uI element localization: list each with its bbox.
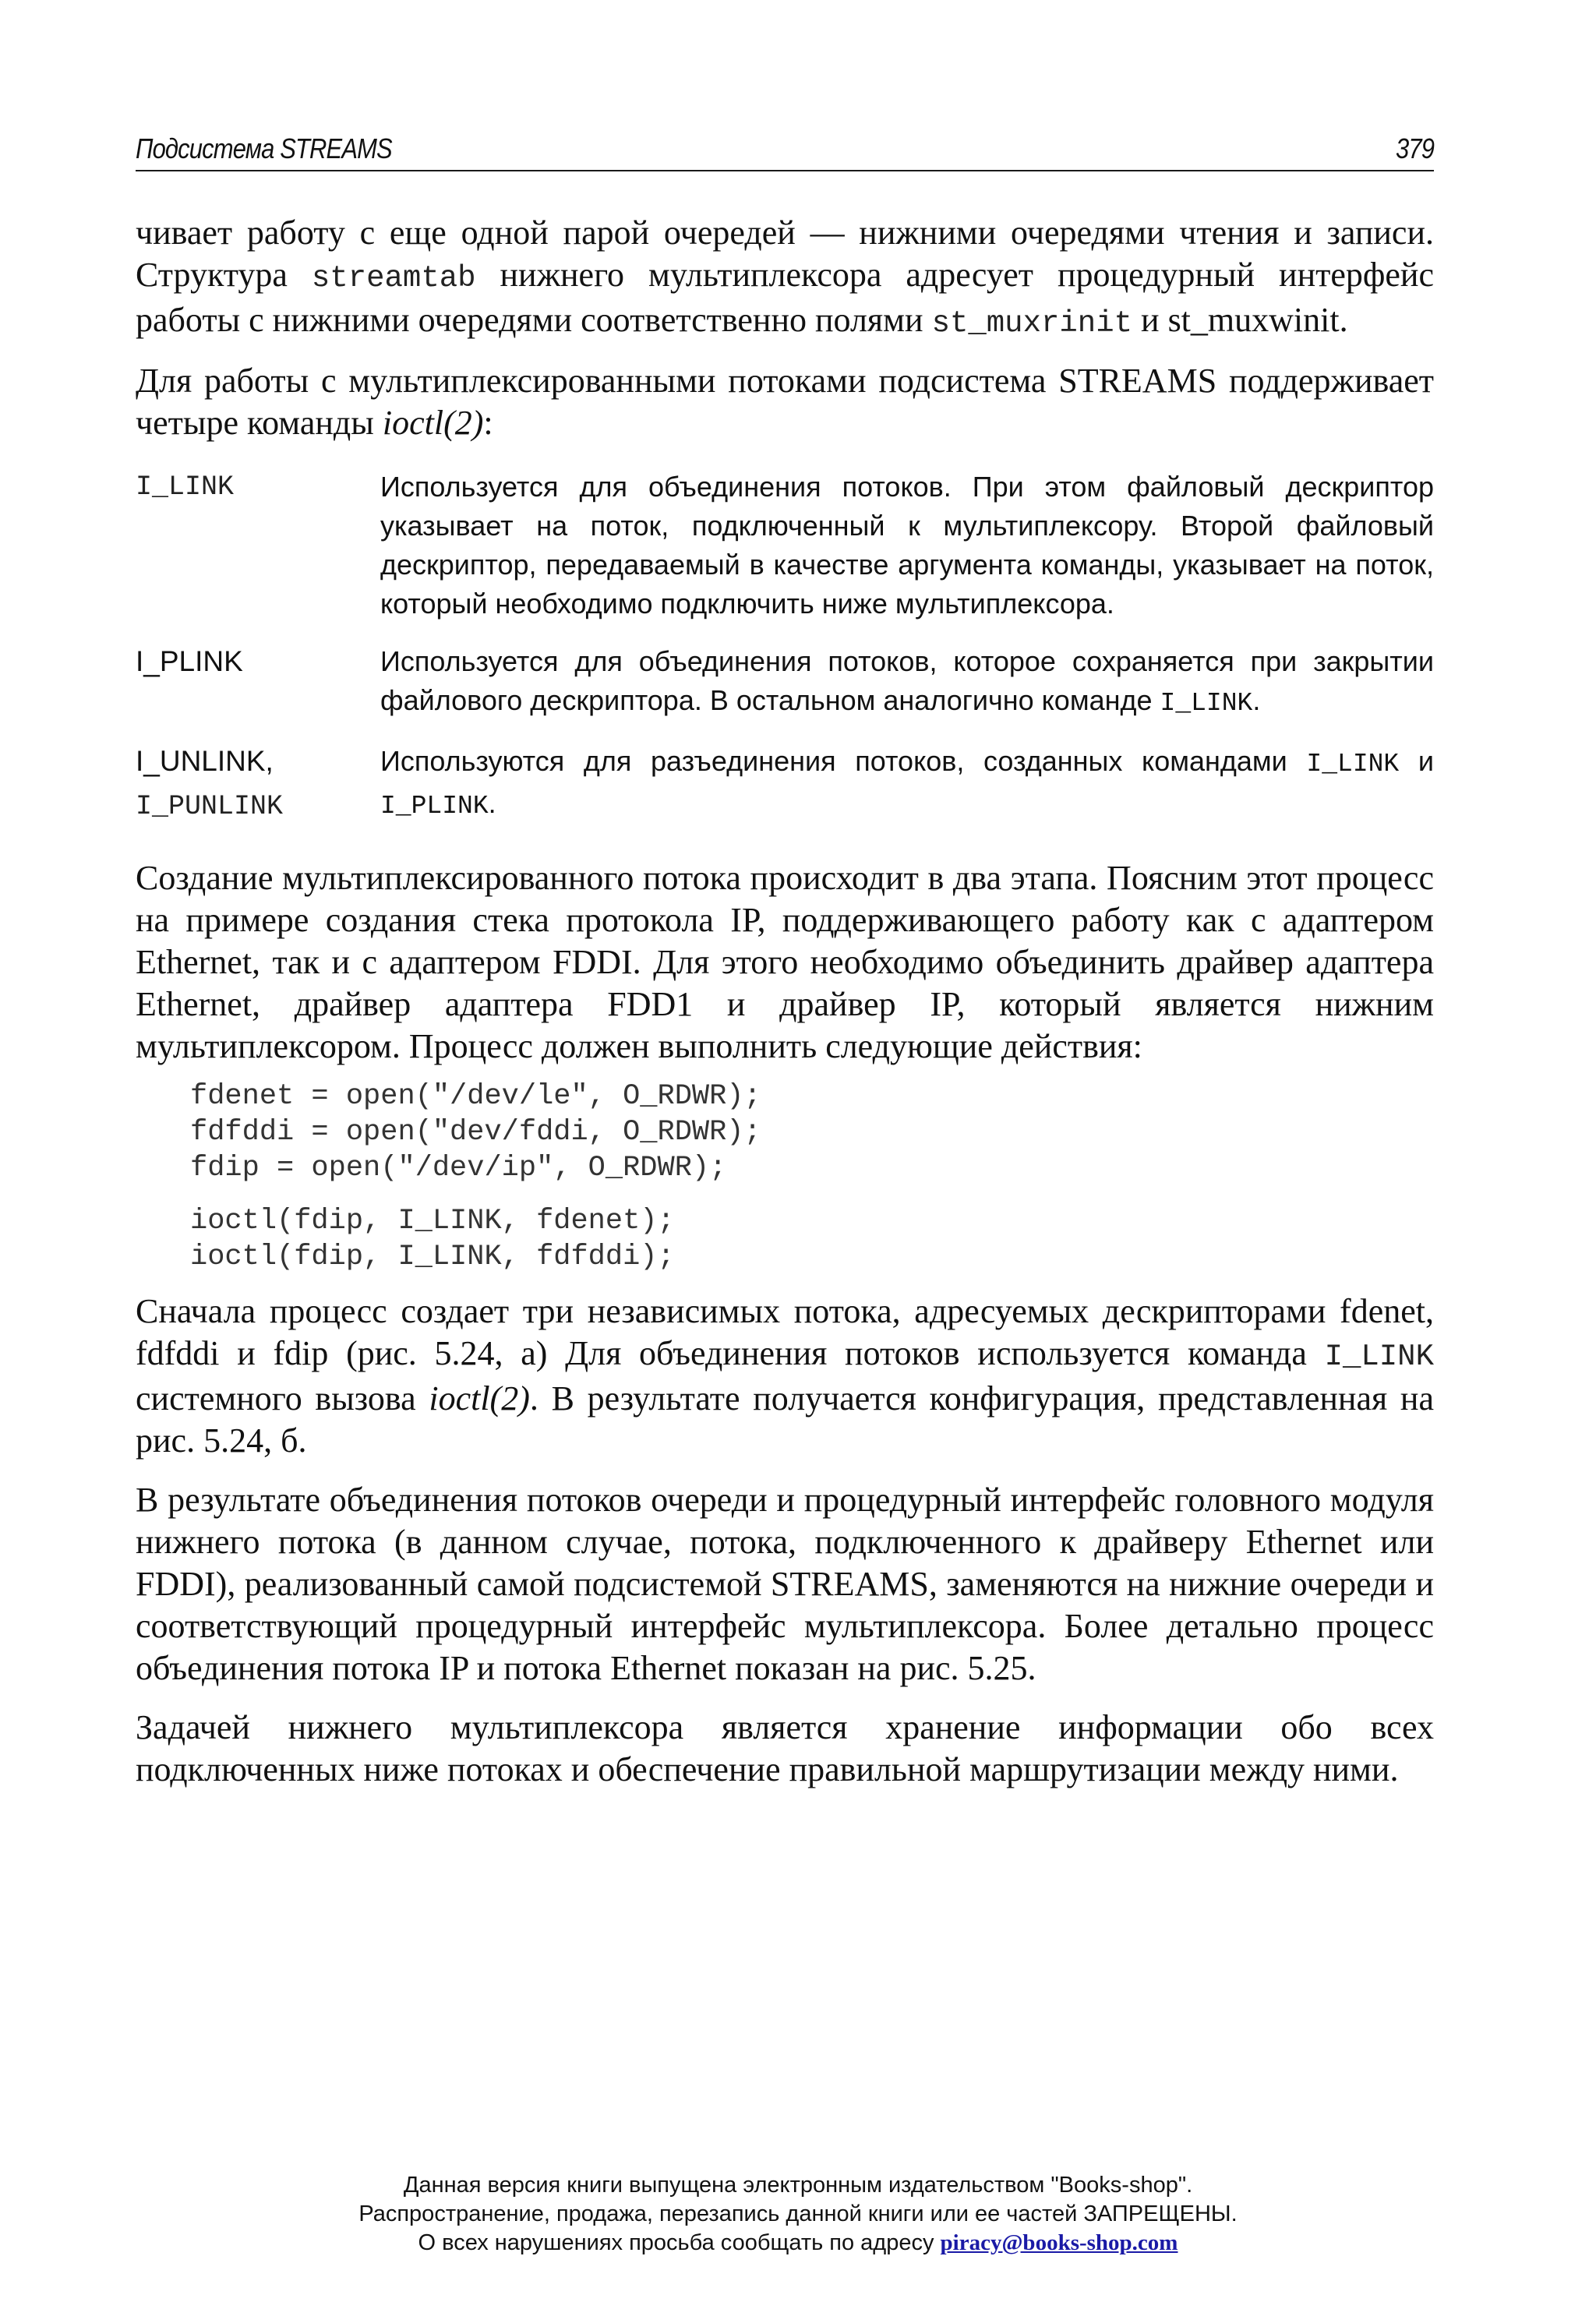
command-description-text: Используется для объединения потоков, которое сохраняется при закрытии файлового дескриптора. В остальном аналогично команде <box>380 645 1434 716</box>
paragraph-2 <box>136 360 1434 444</box>
code-line: ioctl(fdip, I_LINK, fdenet); <box>190 1205 675 1238</box>
command-term-line-1: I_UNLINK, <box>136 745 274 777</box>
notice-line-3 <box>0 2229 1596 2258</box>
command-description-end: . <box>488 787 496 819</box>
command-description-and: и <box>1399 745 1434 777</box>
paragraph-1 <box>136 212 1434 344</box>
code-line: fdip = open("/dev/ip", O_RDWR); <box>190 1152 727 1185</box>
code-st-muxwinit: st_muxwinit <box>1167 301 1340 339</box>
paragraph-4-text-c: . В результате получается конфигурация, представленная на рис. 5.24, б. <box>136 1379 1435 1460</box>
paragraph-3: Создание мультиплексированного потока происходит в два этапа. Поясним этот процесс на примере создания стека протокола IP, поддерживающего работу как с адаптером Ethernet, так и с адаптером FDDI. Для этого необходимо объединить драйвер адаптера Ethernet, драйвер адаптера FDD1 и драйвер IP, который является нижним мультиплексором. Процесс должен выполнить следующие действия: <box>136 859 1434 1065</box>
code-i-link: I_LINK <box>1324 1340 1434 1374</box>
command-list <box>136 468 1434 826</box>
code-i-plink: I_PLINK <box>380 792 489 821</box>
command-description <box>380 742 1434 826</box>
paragraph-4 <box>136 1290 1434 1462</box>
running-header-title: Подсистема STREAMS <box>136 132 392 164</box>
page-number: 379 <box>1395 132 1434 164</box>
code-st-muxrinit: st_muxrinit <box>931 306 1133 341</box>
command-item <box>136 468 1434 623</box>
command-term-line-2: I_PUNLINK <box>136 791 284 822</box>
code-i-link: I_LINK <box>1160 689 1253 718</box>
page-content <box>136 132 1434 1791</box>
command-item <box>136 742 1434 826</box>
paragraph-2-text: Для работы с мультиплексированными потоками подсистема STREAMS поддерживает четыре команды <box>136 362 1434 442</box>
code-line: ioctl(fdip, I_LINK, fdfddi); <box>190 1241 675 1273</box>
command-description <box>380 642 1434 723</box>
command-term: I_LINK <box>136 471 235 503</box>
code-block-open <box>190 1079 1434 1275</box>
ioctl-reference: ioctl(2) <box>382 404 484 442</box>
command-term: I_PLINK <box>136 645 243 677</box>
command-description-text: Используются для разъединения потоков, созданных командами <box>380 745 1307 777</box>
paragraph-5: В результате объединения потоков очереди и процедурный интерфейс головного модуля нижнего потока (в данном случае, потока, подключенного к драйверу Ethernet или FDDI), реализованный самой подсистемой STREAMS, заменяются на нижние очереди и соответствующий процедурный интерфейс мультиплексора. Более детально процесс объединения потока IP и потока Ethernet показан на рис. 5.25. <box>136 1481 1434 1687</box>
code-line: fdenet = open("/dev/le", O_RDWR); <box>190 1080 761 1113</box>
ioctl-reference: ioctl(2) <box>429 1379 530 1418</box>
code-streamtab: streamtab <box>311 261 476 295</box>
code-line: fdfddi = open("dev/fddi, O_RDWR); <box>190 1116 761 1149</box>
notice-line-2: Распространение, продажа, перезапись данной книги или ее частей ЗАПРЕЩЕНЫ. <box>358 2201 1238 2226</box>
command-item <box>136 642 1434 723</box>
notice-line-3-text: О всех нарушениях просьба сообщать по адресу <box>418 2230 941 2255</box>
paragraph-6: Задачей нижнего мультиплексора является хранение информации обо всех подключенных ниже потоках и обеспечение правильной маршрутизации между ними. <box>136 1708 1434 1788</box>
paragraph-1-text-b: нижнего мультиплексора адресует процедурный интерфейс работы с нижними очередями соответственно полями <box>136 256 1434 339</box>
paragraph-1-text-c: и <box>1132 301 1168 339</box>
paragraph-1-text-a: чивает работу с еще одной парой очередей — нижними очередями чтения и записи. Структура <box>136 214 1434 294</box>
paragraph-1-text-d: . <box>1339 301 1348 339</box>
paragraph-4-text-b: системного вызова <box>136 1379 429 1418</box>
command-term <box>136 742 380 826</box>
running-header <box>136 132 1434 171</box>
command-description: Используется для объединения потоков. При этом файловый дескриптор указывает на поток, подключенный к мультиплексору. Второй файловый дескриптор, передаваемый в качестве аргумента команды, указывает на поток, который необходимо подключить ниже мультиплексора. <box>380 471 1434 620</box>
publisher-notice <box>0 2171 1596 2258</box>
code-gap <box>190 1186 1434 1203</box>
code-i-link: I_LINK <box>1306 750 1400 779</box>
paragraph-2-colon: : <box>483 404 493 442</box>
command-description-end: . <box>1252 684 1261 716</box>
paragraph-4-text-a: Сначала процесс создает три независимых потока, адресуемых дескрипторами fdenet, fdfddi и fdip (рис. 5.24, а) Для объединения потоков используется команда <box>136 1292 1434 1372</box>
piracy-email-link[interactable]: piracy@books-shop.com <box>940 2230 1178 2255</box>
notice-line-1: Данная версия книги выпущена электронным издательством "Books-shop". <box>403 2173 1193 2198</box>
